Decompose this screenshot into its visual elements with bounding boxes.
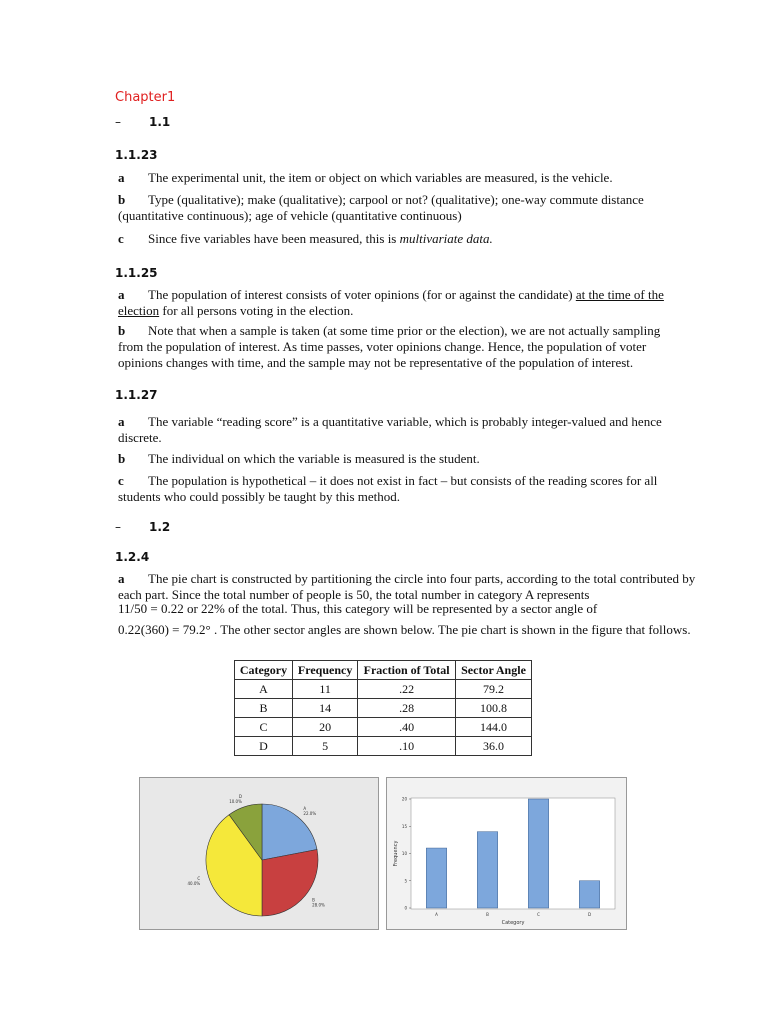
exercise-1-1-25-part-b	[118, 323, 678, 371]
exercise-1-1-27-part-c	[118, 473, 678, 505]
table-cell: 144.0	[456, 718, 532, 737]
part-text-rest: for all persons voting in the election.	[162, 303, 354, 318]
y-tick-label: 20	[401, 796, 407, 802]
table-cell: B	[235, 699, 293, 718]
exercise-1-2-4-formula-line: 11/50 = 0.22 or 22% of the total. Thus, this category will be represented by a sector angle of	[118, 601, 598, 616]
frequency-table	[234, 660, 532, 756]
part-text: The variable “reading score” is a quantitative variable, which is probably integer-valued and hence discrete.	[118, 414, 662, 445]
table-cell: .28	[358, 699, 456, 718]
pie-slice-label: C	[197, 876, 201, 882]
column-header: Frequency	[292, 661, 357, 680]
underlined-phrase: at the time of the election	[118, 287, 664, 318]
section-dash: –	[115, 520, 121, 534]
part-text: Since five variables have been measured, this is	[148, 231, 397, 246]
part-label: c	[118, 231, 124, 246]
exercise-1-1-23-part-c	[118, 231, 678, 247]
chapter-heading: Chapter1	[115, 90, 176, 105]
exercise-1-1-27-part-b	[118, 451, 678, 467]
part-text: Type (qualitative); make (qualitative); carpool or not? (qualitative); one-way commute distance (quantitative continuous); age of vehicle (quantitative continuous)	[118, 192, 644, 223]
pie-slice-b	[262, 850, 318, 916]
section-number: 1.2	[149, 520, 171, 534]
pie-chart-panel	[139, 777, 379, 930]
table-cell: 11	[292, 680, 357, 699]
part-text: The experimental unit, the item or object on which variables are measured, is the vehicle.	[148, 170, 613, 185]
pie-slice-percent: 28.0%	[312, 902, 325, 908]
y-tick-label: 15	[401, 823, 407, 829]
part-label: b	[118, 323, 126, 338]
bar-a	[426, 848, 446, 908]
pie-slice-label: D	[238, 794, 242, 800]
y-tick-label: 5	[404, 878, 407, 884]
table-cell: 79.2	[456, 680, 532, 699]
section-dash: –	[115, 115, 121, 129]
exercise-1-1-25-number: 1.1.25	[115, 266, 158, 280]
y-axis-label: Frequency	[393, 840, 399, 867]
bar-chart-panel	[386, 777, 627, 930]
table-cell: 20	[292, 718, 357, 737]
table-row	[235, 680, 532, 699]
part-label: a	[118, 287, 125, 302]
part-text: Note that when a sample is taken (at some time prior or the election), we are not actually sampling from the population of interest. As time passes, voter opinions change. Hence, the population of voter opinions changes with time, and the sample may not be representative of the population of interest.	[118, 323, 661, 370]
part-label: b	[118, 192, 126, 207]
table-cell: D	[235, 737, 293, 756]
y-tick-label: 0	[404, 905, 407, 911]
table-cell: .10	[358, 737, 456, 756]
table-row	[235, 699, 532, 718]
table-cell: 100.8	[456, 699, 532, 718]
section-number: 1.1	[149, 115, 171, 129]
table-cell: .40	[358, 718, 456, 737]
pie-chart	[140, 778, 378, 929]
exercise-1-1-25-part-a	[118, 287, 678, 319]
part-text: The population of interest consists of voter opinions (for or against the candidate)	[148, 287, 573, 302]
part-label: b	[118, 451, 126, 466]
table-cell: C	[235, 718, 293, 737]
x-axis-label: Category	[501, 920, 525, 926]
exercise-1-1-27-part-a	[118, 414, 678, 446]
bar-b	[477, 832, 497, 908]
exercise-1-2-4-number: 1.2.4	[115, 550, 150, 564]
table-row	[235, 718, 532, 737]
table-cell: 14	[292, 699, 357, 718]
column-header: Fraction of Total	[358, 661, 456, 680]
table-row	[235, 737, 532, 756]
x-tick-label: B	[486, 912, 489, 917]
pie-slice-percent: 40.0%	[187, 881, 201, 887]
part-label: c	[118, 473, 124, 488]
part-text: The pie chart is constructed by partitioning the circle into four parts, according to the total contributed by each part. Since the total number of people is 50, the total number in category A represents	[118, 571, 696, 602]
bar-chart	[387, 778, 626, 929]
exercise-1-1-27-number: 1.1.27	[115, 388, 158, 402]
y-tick-label: 10	[401, 851, 407, 856]
part-text: The individual on which the variable is measured is the student.	[148, 451, 480, 466]
exercise-1-1-23-part-b	[118, 192, 678, 224]
pie-slice-percent: 22.0%	[303, 810, 317, 816]
section-1-1-heading	[115, 113, 170, 131]
part-label: a	[118, 571, 125, 586]
exercise-1-1-23-number: 1.1.23	[115, 148, 158, 162]
table-cell: 5	[292, 737, 357, 756]
x-tick-label: D	[587, 912, 592, 917]
bar-c	[528, 799, 548, 908]
part-label: a	[118, 170, 125, 185]
table-cell: 36.0	[456, 737, 532, 756]
pie-slice-percent: 10.0%	[229, 799, 242, 805]
table-cell: .22	[358, 680, 456, 699]
exercise-1-1-23-part-a	[118, 170, 678, 186]
part-label: a	[118, 414, 125, 429]
table-cell: A	[235, 680, 293, 699]
exercise-1-2-4-part-a	[118, 571, 708, 603]
column-header: Sector Angle	[456, 661, 532, 680]
pie-slice-label: B	[312, 897, 315, 903]
x-tick-label: C	[537, 912, 540, 917]
part-italic: multivariate data.	[399, 231, 493, 246]
bar-d	[579, 881, 599, 908]
section-1-2-heading	[115, 518, 170, 536]
pie-slice-label: A	[303, 805, 307, 811]
exercise-1-2-4-angle-line: 0.22(360) = 79.2° . The other sector angles are shown below. The pie chart is shown in the figure that follows.	[118, 622, 691, 637]
x-tick-label: A	[435, 912, 438, 917]
column-header: Category	[235, 661, 293, 680]
table-header-row	[235, 661, 532, 680]
part-text: The population is hypothetical – it does not exist in fact – but consists of the reading scores for all students who could possibly be taught by this method.	[118, 473, 658, 504]
